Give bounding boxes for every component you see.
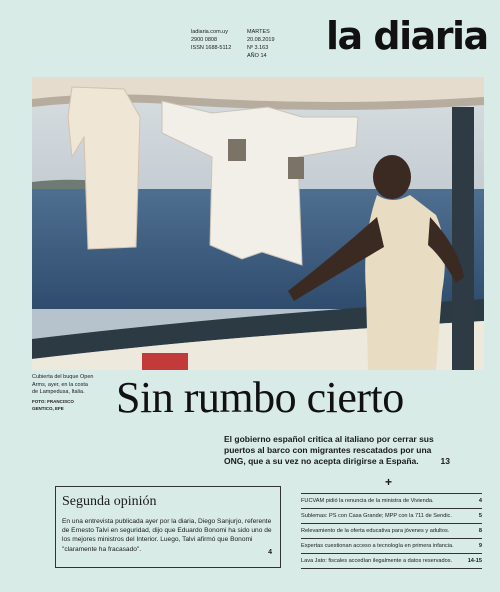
brief-text: Relevamiento de la oferta educativa para jóvenes y adultos. — [301, 528, 450, 534]
segunda-opinion-page-number: 4 — [268, 549, 272, 556]
lead-headline: Sin rumbo cierto — [116, 373, 404, 422]
lead-text: El gobierno español critica al italiano por cerrar sus puertos al barco con migrantes rescatados por una ONG, que a su vez no acepta dirigirse a España. — [224, 434, 434, 466]
site-url: ladiaria.com.uy — [191, 29, 228, 35]
brief-page-number: 9 — [478, 543, 482, 549]
photo-credit: FOTO: FRANCISCO GENTICO, EFE — [32, 398, 74, 411]
photo-caption — [32, 374, 94, 413]
brief-page-number: 4 — [478, 498, 482, 504]
issue-number: Nº 3.163 — [247, 45, 269, 51]
brief-page-number: 14-15 — [467, 558, 482, 564]
segunda-opinion-title: Segunda opinión — [62, 494, 157, 509]
brief-item — [301, 539, 482, 554]
brief-text: Expertas cuestionan acceso a tecnología en primera infancia. — [301, 543, 454, 549]
caption-text: Cubierta del buque Open Arms, ayer, en la costa de Lampedusa, Italia. — [32, 374, 94, 395]
brief-item — [301, 509, 482, 524]
brief-page-number: 8 — [478, 528, 482, 534]
brief-item — [301, 493, 482, 509]
brief-text: FUCVAM pidió la renuncia de la ministra de Vivienda. — [301, 498, 434, 504]
issue-date: 20.08.2019 — [247, 37, 275, 43]
segunda-opinion-box — [55, 486, 281, 568]
brief-item — [301, 554, 482, 569]
brief-text: Lava Jato: fiscales accedían ilegalmente a datos reservados. — [301, 558, 453, 564]
brief-text: Sublemas: PS con Casa Grande; MPP con la 711 de Sendic. — [301, 513, 452, 519]
masthead-issue-info — [247, 28, 275, 60]
segunda-opinion-text: En una entrevista publicada ayer por la diaria, Diego Sanjurjo, referente de Ernesto Talvi en seguridad, dijo que Eduardo Bonomi ha sido uno de los mejores ministros del Interior. Luego, Talvi afirmó que Bonomi "claramente ha fracasado". — [62, 518, 272, 553]
cover-photo — [32, 77, 484, 370]
plus-icon: + — [385, 475, 393, 489]
lead-page-number: 13 — [440, 456, 450, 466]
weekday: MARTES — [247, 29, 270, 35]
brief-page-number: 5 — [478, 513, 482, 519]
issn: ISSN 1688-5112 — [191, 45, 232, 51]
issue-year: AÑO 14 — [247, 53, 267, 59]
photo-illustration — [32, 77, 484, 370]
masthead-contact — [191, 28, 231, 52]
lead-summary — [224, 434, 450, 467]
newspaper-logo: la diaria — [326, 14, 488, 58]
news-briefs-list — [301, 493, 482, 569]
phone-number: 2900 0808 — [191, 37, 217, 43]
brief-item — [301, 524, 482, 539]
